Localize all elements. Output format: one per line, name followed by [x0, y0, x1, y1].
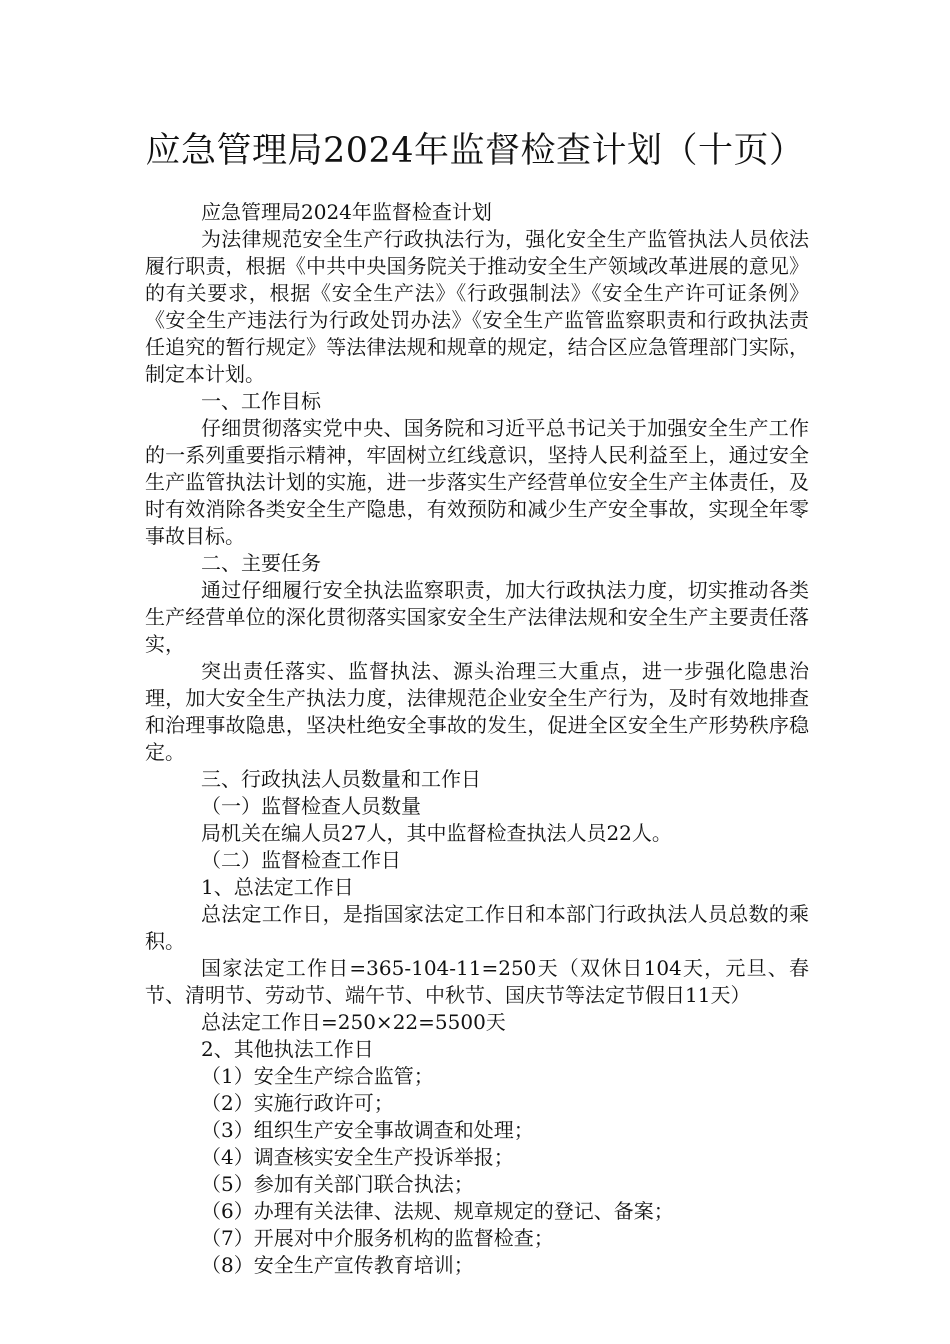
list-item-3: （3）组织生产安全事故调查和处理； — [201, 1118, 534, 1142]
paragraph-intro: 为法律规范安全生产行政执法行为，强化安全生产监管执法人员依法履行职责，根据《中共中央国务院关于推动安全生产领域改革进展的意见》的有关要求，根据《安全生产法》《行政强制法》《安全生产许可证条例》《安全生产违法行为行政处罚办法》《安全生产监管监察职责和行政执法责任追究的暂行规定》等法律法规和规章的规定，结合区应急管理部门实际，制定本计划。 — [145, 227, 809, 386]
subheading-staff-count: （一）监督检查人员数量 — [201, 794, 421, 818]
paragraph-main-tasks-2: 突出责任落实、监督执法、源头治理三大重点，进一步强化隐患治理，加大安全生产执法力度，法律规范企业安全生产行为，及时有效地排查和治理事故隐患，坚决杜绝安全事故的发生，促进全区安全生产形势秩序稳定。 — [145, 659, 809, 764]
paragraph-subtitle: 应急管理局2024年监督检查计划 — [201, 200, 492, 224]
paragraph-work-goal: 仔细贯彻落实党中央、国务院和习近平总书记关于加强安全生产工作的一系列重要指示精神，牢固树立红线意识，坚持人民利益至上，通过安全生产监管执法计划的实施，进一步落实生产经营单位安全生产主体责任，及时有效消除各类安全生产隐患，有效预防和减少生产安全事故，实现全年零事故目标。 — [145, 416, 809, 548]
heading-staff-and-workdays: 三、行政执法人员数量和工作日 — [201, 767, 481, 791]
list-item-6: （6）办理有关法律、法规、规章规定的登记、备案； — [201, 1199, 674, 1223]
item-total-legal-workdays: 1、总法定工作日 — [201, 875, 354, 899]
list-item-8: （8）安全生产宣传教育培训； — [201, 1253, 474, 1277]
list-item-5: （5）参加有关部门联合执法； — [201, 1172, 474, 1196]
list-item-4: （4）调查核实安全生产投诉举报； — [201, 1145, 514, 1169]
list-item-1: （1）安全生产综合监管； — [201, 1064, 434, 1088]
document-body — [145, 199, 809, 1279]
list-item-2: （2）实施行政许可； — [201, 1091, 394, 1115]
item-other-workdays: 2、其他执法工作日 — [201, 1037, 374, 1061]
heading-work-goal: 一、工作目标 — [201, 389, 321, 413]
paragraph-national-workdays: 国家法定工作日=365-104-11=250天（双休日104天，元旦、春节、清明节、劳动节、端午节、中秋节、国庆节等法定节假日11天） — [145, 956, 809, 1007]
paragraph-main-tasks-1: 通过仔细履行安全执法监察职责，加大行政执法力度，切实推动各类生产经营单位的深化贯彻落实国家安全生产法律法规和安全生产主要责任落实， — [145, 578, 809, 656]
paragraph-total-workdays-calc: 总法定工作日=250×22=5500天 — [201, 1010, 506, 1034]
subheading-workdays: （二）监督检查工作日 — [201, 848, 401, 872]
heading-main-tasks: 二、主要任务 — [201, 551, 321, 575]
list-item-7: （7）开展对中介服务机构的监督检查； — [201, 1226, 554, 1250]
paragraph-total-legal-definition: 总法定工作日，是指国家法定工作日和本部门行政执法人员总数的乘积。 — [145, 902, 809, 953]
document-title: 应急管理局2024年监督检查计划（十页） — [145, 131, 805, 171]
paragraph-staff-count: 局机关在编人员27人，其中监督检查执法人员22人。 — [201, 821, 672, 845]
